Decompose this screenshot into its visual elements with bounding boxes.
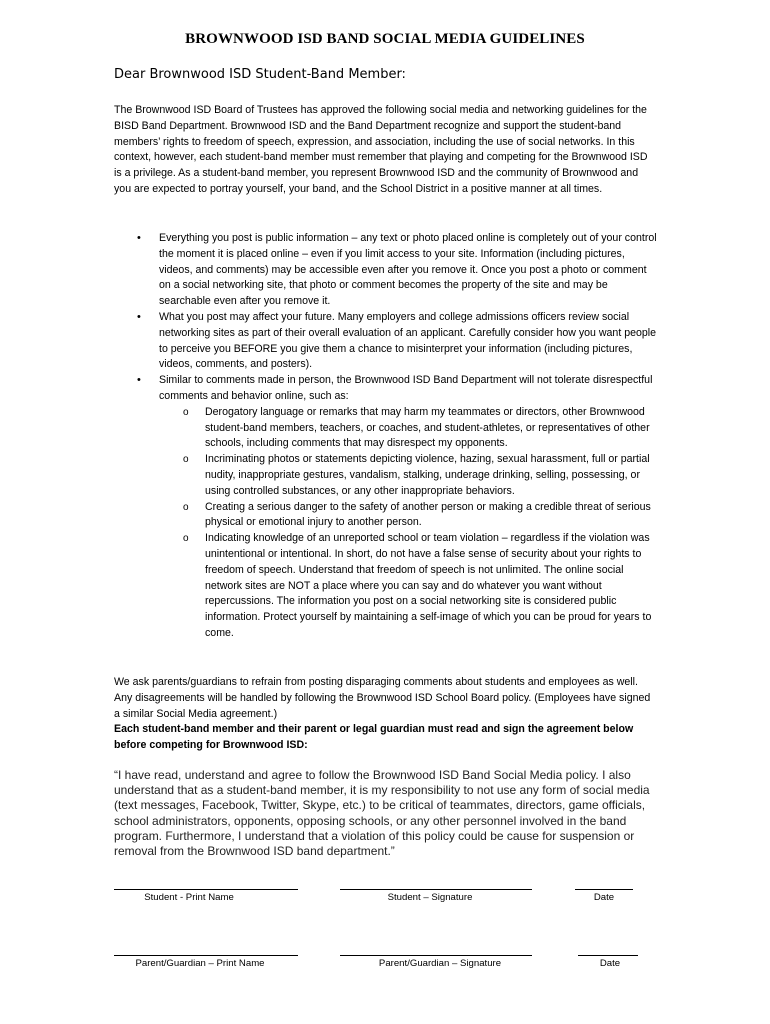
student-date-line[interactable] [575, 889, 633, 890]
parent-name-label: Parent/Guardian – Print Name [135, 958, 265, 969]
guideline-item [114, 310, 659, 373]
student-name-label: Student - Print Name [144, 892, 234, 903]
guideline-item [114, 231, 659, 310]
sub-guideline-text: Derogatory language or remarks that may harm my teammates or directors, other Brownwood student-band members, teachers, or coaches, and student-athletes, or representatives of other schools, including comments that may disrespect my opponents. [205, 405, 650, 450]
sub-guideline-item [159, 405, 659, 452]
sub-guideline-item [159, 452, 659, 499]
student-signature-line[interactable] [340, 889, 532, 890]
parent-name-line[interactable] [114, 955, 298, 956]
disrespectful-behavior-list [159, 405, 659, 642]
student-date-label: Date [593, 892, 615, 903]
parent-date-label: Date [599, 958, 621, 969]
document-title: BROWNWOOD ISD BAND SOCIAL MEDIA GUIDELINES [185, 31, 585, 47]
parent-signature-line[interactable] [340, 955, 532, 956]
sub-guideline-item [159, 531, 659, 642]
guideline-text: Similar to comments made in person, the Brownwood ISD Band Department will not tolerate disrespectful comments and behavior online, such as: [159, 374, 653, 402]
guideline-text: What you post may affect your future. Many employers and college admissions officers review social networking sites as part of their overall evaluation of an applicant. Carefully consider how you want people to perceive you BEFORE you give them a chance to misinterpret your information (including pictures, videos, comments, and posters). [159, 310, 657, 371]
guideline-item [114, 373, 659, 642]
guidelines-list [114, 231, 659, 642]
sub-guideline-text: Creating a serious danger to the safety of another person or making a credible threat of serious physical or emotional injury to another person. [205, 500, 651, 529]
agreement-statement: “I have read, understand and agree to follow the Brownwood ISD Band Social Media policy. I also understand that as a student-band member, it is my responsibility to not use any form of social media (text messages, Facebook, Twitter, Skype, etc.) to be critical of teammates, directors, game officials, school administrators, opponents, opposing schools, or any other personnel involved in the band program. Furthermore, I understand that a violation of this policy could be cause for suspension or removal from the Brownwood ISD band department.” [114, 768, 650, 859]
sub-guideline-text: Indicating knowledge of an unreported school or team violation – regardless if the violation was unintentional or intentional. In short, do not have a false sense of security about your rights to freedom of speech. Understand that freedom of speech is not unlimited. The online social network sites are NOT a place where you can say and do whatever you want without repercussions. The information you post on a social networking site is considered public information. Protect yourself by maintaining a self-image of which you can be proud for years to come. [205, 532, 652, 639]
parent-date-line[interactable] [578, 955, 638, 956]
sub-guideline-item [159, 500, 659, 532]
sign-instruction: Each student-band member and their parent or legal guardian must read and sign the agreement below before competing for Brownwood ISD: [114, 723, 634, 751]
guideline-text: Everything you post is public information – any text or photo placed online is completely out of your control the moment it is placed online – even if you limit access to your site. Information (including pictures, videos, and comments) may be accessible even after you remove it. Once you post a photo or comment on a social networking site, that photo or comment becomes the property of the site and may be searchable even after you remove it. [159, 232, 657, 308]
greeting: Dear Brownwood ISD Student-Band Member: [114, 67, 406, 82]
student-name-line[interactable] [114, 889, 298, 890]
parents-paragraph: We ask parents/guardians to refrain from posting disparaging comments about students and employees as well. Any disagreements will be handled by following the Brownwood ISD School Board policy. (Employees have signed a similar Social Media agreement.) [114, 676, 651, 720]
parent-signature-label: Parent/Guardian – Signature [378, 958, 502, 969]
intro-paragraph: The Brownwood ISD Board of Trustees has approved the following social media and networking guidelines for the BISD Band Department. Brownwood ISD and the Band Department recognize and support the student-band members’ rights to freedom of speech, expression, and association, including the use of social networks. In this context, however, each student-band member must remember that playing and competing for the Brownwood ISD is a privilege. As a student-band member, you represent Brownwood ISD and the community of Brownwood and you are expected to portray yourself, your band, and the School District in a positive manner at all times. [114, 104, 648, 195]
student-signature-label: Student – Signature [387, 892, 473, 903]
sub-guideline-text: Incriminating photos or statements depicting violence, hazing, sexual harassment, full or partial nudity, inappropriate gestures, vandalism, stalking, underage drinking, selling, possessing, or using controlled substances, or any other inappropriate behaviors. [205, 453, 650, 497]
